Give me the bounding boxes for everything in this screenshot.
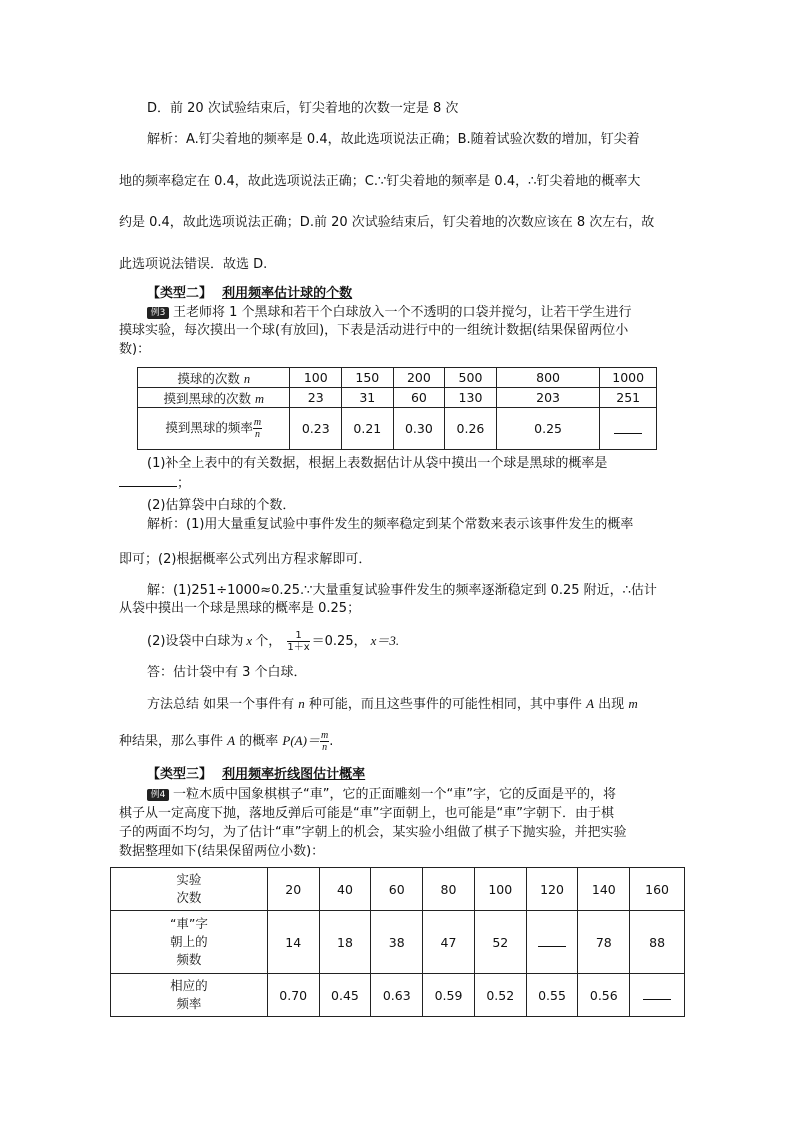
section-bracket: 【类型二】 [147,286,213,301]
analysis-line: 约是 0.4，故此选项说法正确；D.前 20 次试验结束后，钉尖着地的次数应该在 8 次左右，故 [119,215,655,230]
analysis-line: 地的频率稳定在 0.4，故此选项说法正确；C.∵钉尖着地的频率是 0.4，∴钉尖着地的概率大 [119,174,641,189]
table-cell: 251 [600,388,657,408]
table-row [138,368,657,388]
table-cell: 0.25 [496,408,600,450]
table-cell: 0.52 [474,974,526,1017]
example-badge: 例3 [147,307,169,319]
table-row [138,388,657,408]
section-heading-type3 [147,766,365,784]
problem-line [147,786,616,804]
table-cell: 60 [393,388,445,408]
problem-line: 摸球实验，每次摸出一个球(有放回)，下表是活动进行中的一组统计数据(结果保留两位小 [119,323,629,338]
table-cell: 18 [319,911,371,974]
answer-blank-line: ； [119,474,190,493]
question-2: (2)估算袋中白球的个数． [147,498,296,513]
solution-line: 解：(1)251÷1000≈0.25.∵大量重复试验事件发生的频率逐渐稳定到 0.25 附近，∴估计 [147,583,657,598]
section-title: 利用频率折线图估计概率 [222,767,366,782]
table-cell: 47 [423,911,475,974]
table-cell: 0.55 [526,974,578,1017]
section-heading-type2 [147,285,352,303]
table-header-cell: 摸到黑球的次数 m [138,388,290,408]
table-row [138,408,657,450]
problem-text: 王老师将 1 个黑球和若干个白球放入一个不透明的口袋并搅匀，让若干学生进行 [173,305,632,320]
table-cell: 0.30 [393,408,445,450]
problem-text: 一粒木质中国象棋棋子“車”，它的正面雕刻一个“車”字，它的反面是平的，将 [173,787,616,802]
analysis-line: 此选项说法错误．故选 D. [119,257,268,272]
problem-line: 棋子从一定高度下抛，落地反弹后可能是“車”字面朝上，也可能是“車”字朝下．由于棋 [119,806,614,821]
table-row [111,911,685,974]
blank-cell[interactable] [600,408,657,450]
ball-stats-table [137,367,657,450]
solution-equation: (2)设袋中白球为 x 个， $\frac{1}{1+x}$ ＝0.25， x＝3. [147,630,400,653]
analysis-line: 解析：(1)用大量重复试验中事件发生的频率稳定到某个常数来表示该事件发生的概率 [147,517,634,532]
problem-line: 数据整理如下(结果保留两位小数)： [119,844,325,859]
table-cell: 78 [578,911,630,974]
table-cell: 14 [267,911,319,974]
table-header-cell: 摸到黑球的频率 $\frac{m}{n}$ [138,408,290,450]
method-summary: 种结果，那么事件 A 的概率 P(A)＝ $\frac{m}{n}$ . [119,730,334,753]
table-cell: 0.21 [342,408,394,450]
table-header-cell: 摸球的次数 n [138,368,290,388]
problem-line: 数)： [119,342,151,357]
analysis-line: 解析：A.钉尖着地的频率是 0.4，故此选项说法正确；B.随着试验次数的增加，钉尖着 [147,132,640,147]
chess-experiment-table [110,867,685,1017]
table-cell: 150 [342,368,394,388]
table-cell: 100 [474,868,526,911]
table-cell: 23 [290,388,342,408]
table-row [111,868,685,911]
table-cell: 20 [267,868,319,911]
table-cell: 31 [342,388,394,408]
table-cell: 120 [526,868,578,911]
table-cell: 0.23 [290,408,342,450]
analysis-line: 即可；(2)根据概率公式列出方程求解即可． [119,552,372,567]
table-cell: 38 [371,911,423,974]
solution-line: 从袋中摸出一个球是黑球的概率是 0.25； [119,601,361,616]
table-cell: 60 [371,868,423,911]
table-cell: 800 [496,368,600,388]
problem-line: 子的两面不均匀，为了估计“車”字朝上的机会，某实验小组做了棋子下抛实验，并把实验 [119,825,627,840]
table-cell: 52 [474,911,526,974]
table-cell: 40 [319,868,371,911]
table-cell: 0.63 [371,974,423,1017]
table-cell: 0.59 [423,974,475,1017]
option-d: D．前 20 次试验结束后，钉尖着地的次数一定是 8 次 [147,101,459,116]
table-cell: 100 [290,368,342,388]
table-cell: 0.26 [445,408,497,450]
blank-cell[interactable] [630,974,685,1017]
table-cell: 140 [578,868,630,911]
example-badge: 例4 [147,789,169,801]
table-cell: 0.70 [267,974,319,1017]
table-cell: 0.45 [319,974,371,1017]
table-cell: 203 [496,388,600,408]
table-cell: 160 [630,868,685,911]
table-cell: 88 [630,911,685,974]
table-header-cell: “車”字 朝上的 频数 [111,911,268,974]
table-cell: 1000 [600,368,657,388]
table-row [111,974,685,1017]
table-cell: 500 [445,368,497,388]
table-cell: 130 [445,388,497,408]
question-1: (1)补全上表中的有关数据，根据上表数据估计从袋中摸出一个球是黑球的概率是 [147,456,608,471]
table-cell: 0.56 [578,974,630,1017]
answer-line: 答：估计袋中有 3 个白球． [147,665,307,680]
table-header-cell: 实验 次数 [111,868,268,911]
problem-line [147,304,632,322]
section-title: 利用频率估计球的个数 [222,286,353,301]
answer-blank[interactable] [119,474,177,487]
table-header-cell: 相应的 频率 [111,974,268,1017]
section-bracket: 【类型三】 [147,767,213,782]
method-summary: 方法总结 如果一个事件有 n 种可能，而且这些事件的可能性相同，其中事件 A 出现 m [147,696,638,712]
blank-cell[interactable] [526,911,578,974]
table-cell: 200 [393,368,445,388]
table-cell: 80 [423,868,475,911]
